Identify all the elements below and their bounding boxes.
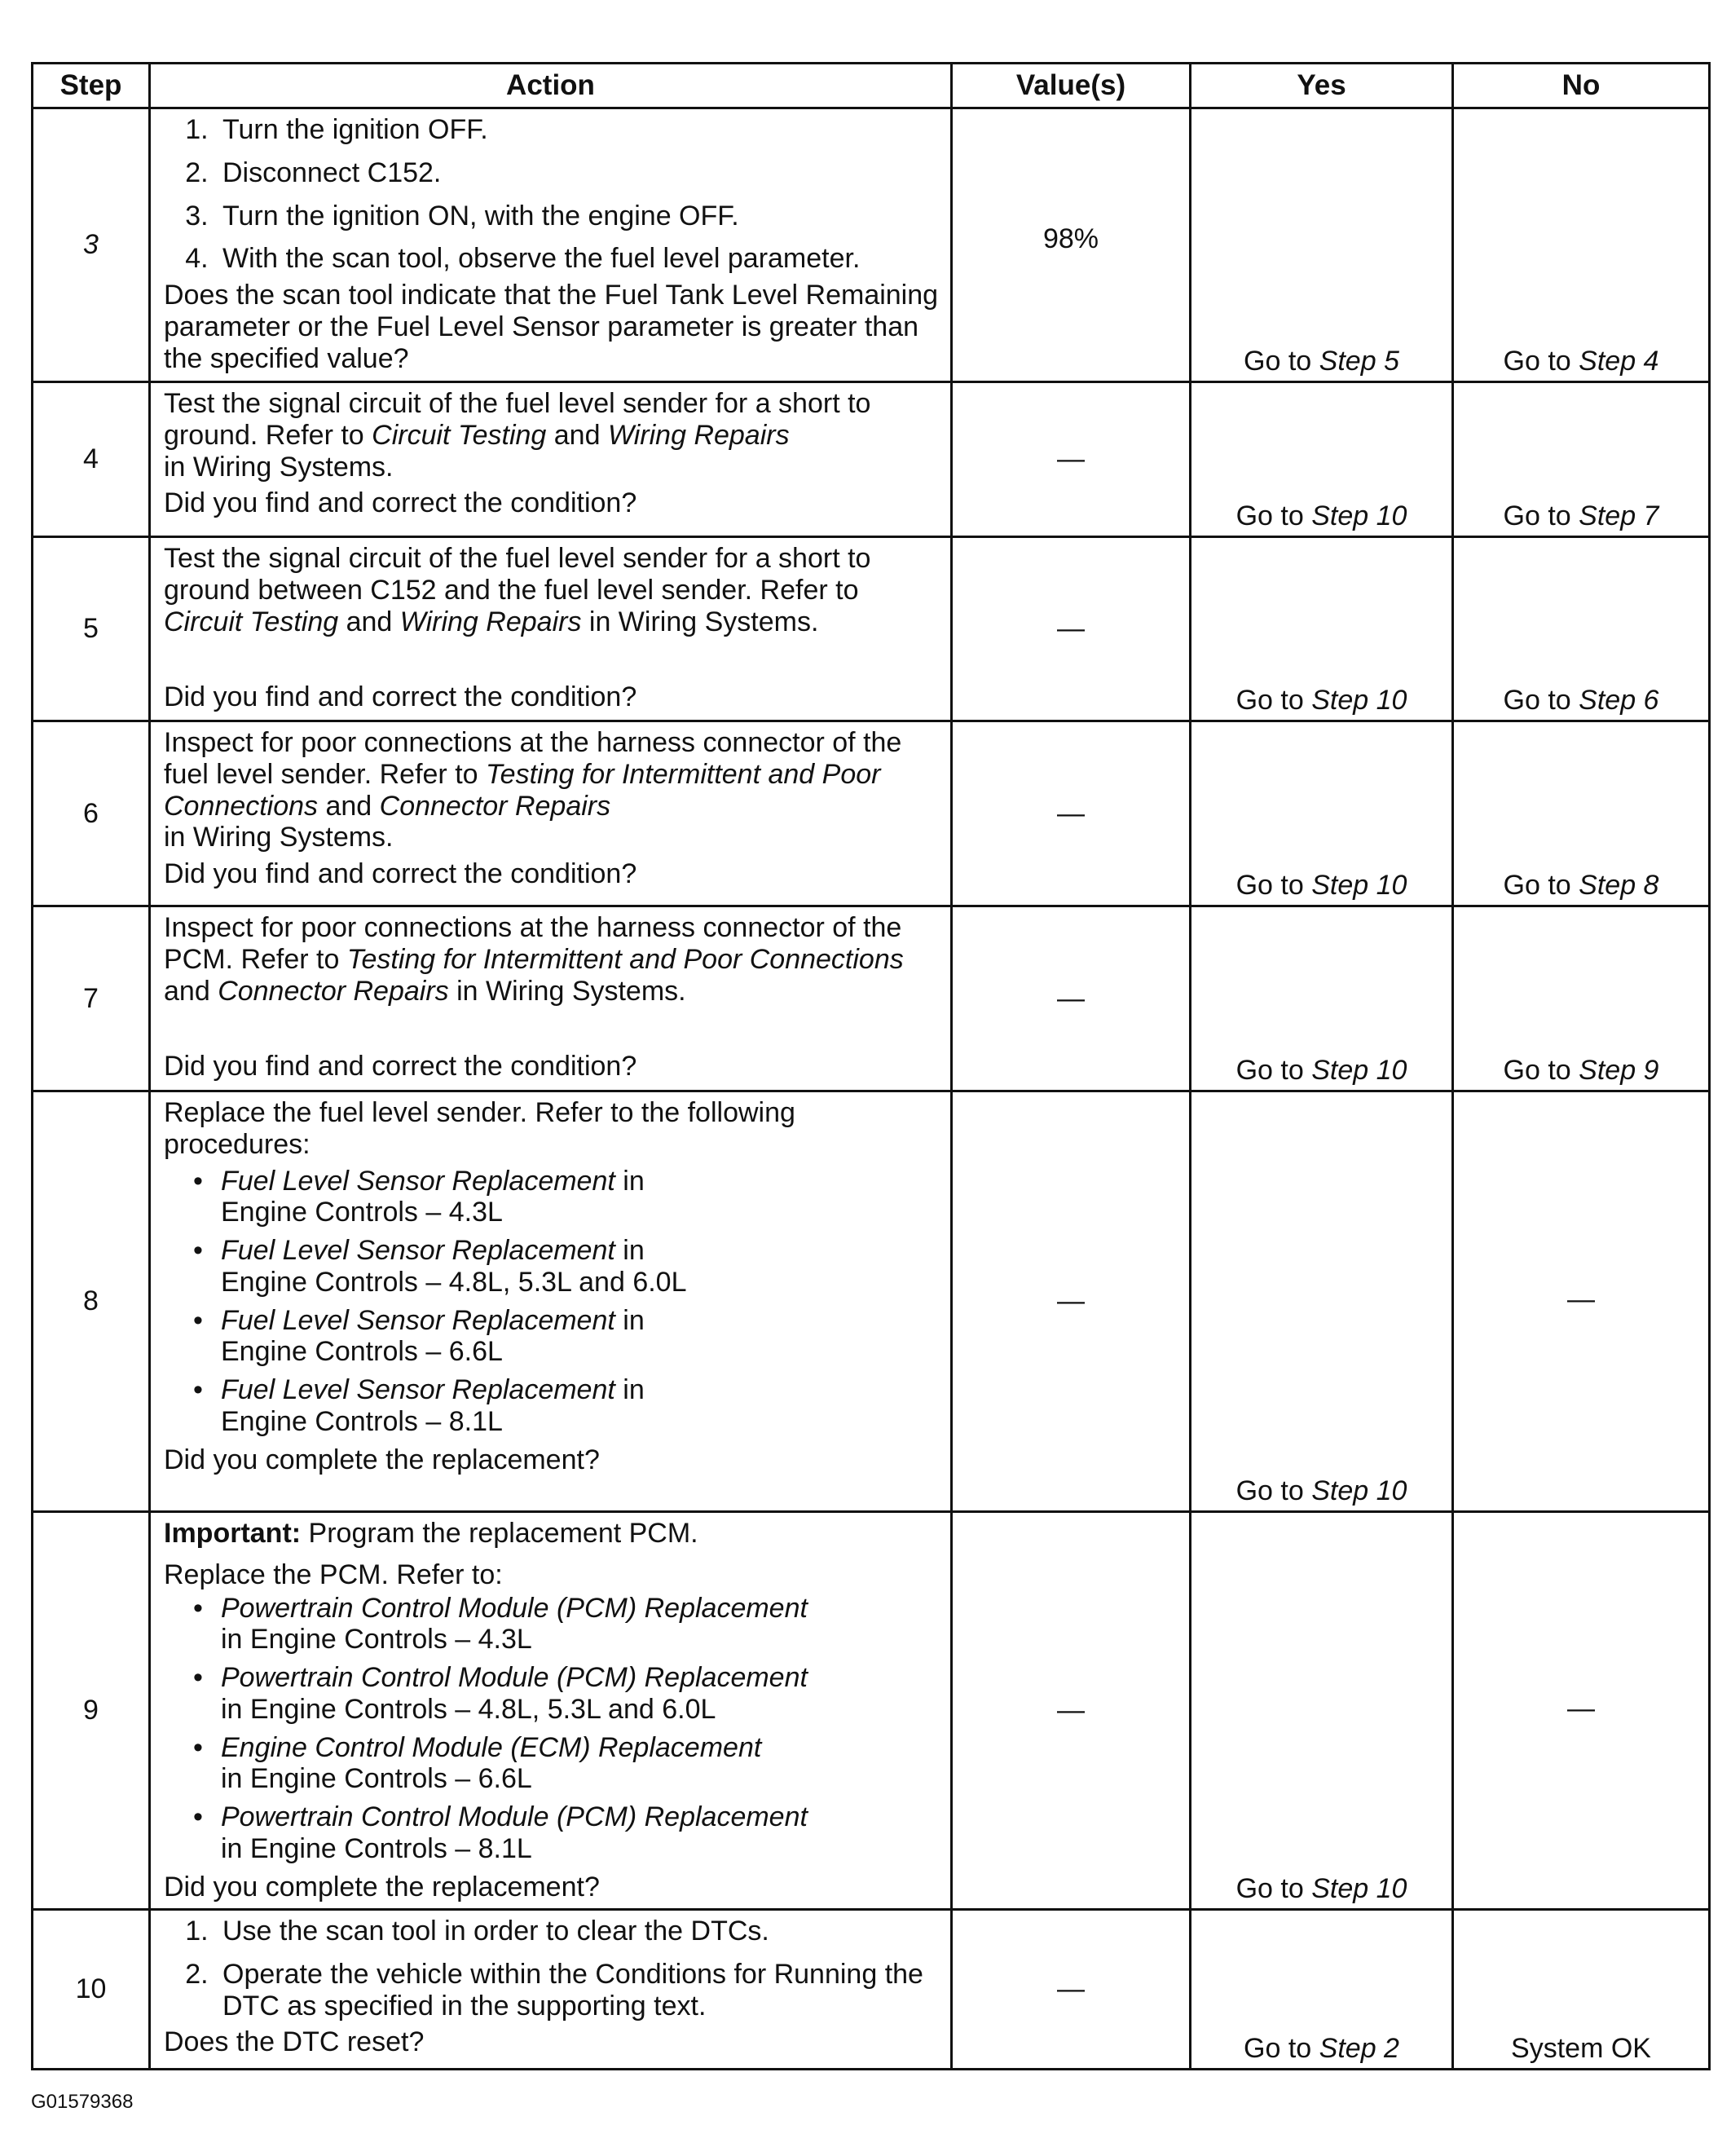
goto-step-link: Step 4 xyxy=(1579,346,1659,377)
action-cell xyxy=(150,382,952,537)
no-cell xyxy=(1453,537,1710,721)
instruction-text: Inspect for poor connections at the harness connector of the fuel level sender. Refer to xyxy=(164,727,902,790)
action-cell xyxy=(150,537,952,721)
table-header-row xyxy=(33,64,1710,108)
list-item: 1. Turn the ignition OFF. xyxy=(216,114,939,146)
instruction-text: in Engine Controls – 4.8L, 5.3L and 6.0L xyxy=(221,1693,716,1725)
yes-cell xyxy=(1191,1091,1453,1512)
step-instruction xyxy=(164,388,939,483)
goto-text: Go to xyxy=(1503,685,1571,716)
reference-title: Connector Repairs xyxy=(379,790,611,822)
action-cell xyxy=(150,1512,952,1910)
step-number: 8 xyxy=(33,1091,150,1512)
instruction-text: Engine Controls – 8.1L xyxy=(221,1405,503,1437)
action-cell xyxy=(150,721,952,906)
instruction-text: Inspect for poor connections at the harness connector of the PCM. Refer to xyxy=(164,912,902,975)
step-question: Does the DTC reset? xyxy=(164,2026,425,2058)
step-number: 5 xyxy=(33,537,150,721)
table-row xyxy=(33,1091,1710,1512)
yes-cell xyxy=(1191,537,1453,721)
value-cell: — xyxy=(952,721,1191,906)
value-cell: — xyxy=(952,906,1191,1091)
goto-text: Go to xyxy=(1235,1873,1304,1905)
goto-step-link: Step 5 xyxy=(1319,346,1399,377)
header-step: Step xyxy=(33,64,150,108)
goto-text: Go to xyxy=(1503,1055,1571,1087)
reference-title: Testing for Intermittent and Poor Connections xyxy=(164,758,881,822)
step-number: 7 xyxy=(33,906,150,1091)
goto-step-link: Step 10 xyxy=(1311,500,1407,532)
table-row xyxy=(33,906,1710,1091)
goto-step-link: Step 10 xyxy=(1311,685,1407,716)
goto-text: Go to xyxy=(1235,870,1304,902)
table-row xyxy=(33,1910,1710,2070)
step-question: Did you find and correct the condition? xyxy=(164,487,637,519)
instruction-text: Engine Controls – 4.3L xyxy=(221,1197,503,1228)
header-no: No xyxy=(1453,64,1710,108)
yes-cell xyxy=(1191,1512,1453,1910)
reference-title: Powertrain Control Module (PCM) Replacement xyxy=(221,1592,808,1624)
bullet-list xyxy=(164,1166,939,1438)
goto-step-link: Step 2 xyxy=(1319,2033,1399,2065)
header-values: Value(s) xyxy=(952,64,1191,108)
table-row xyxy=(33,537,1710,721)
step-question: Does the scan tool indicate that the Fuel Tank Level Remaining parameter or the Fuel Level Sensor parameter is greater than the specified value? xyxy=(164,280,939,374)
action-cell xyxy=(150,906,952,1091)
action-cell xyxy=(150,1910,952,2070)
goto-step-link: Step 10 xyxy=(1311,870,1407,902)
instruction-text: in Engine Controls – 8.1L xyxy=(221,1832,532,1864)
goto-step-link: Step 8 xyxy=(1579,870,1659,902)
no-cell xyxy=(1453,906,1710,1091)
reference-title: Circuit Testing xyxy=(372,419,547,451)
list-item: 3. Turn the ignition ON, with the engine OFF. xyxy=(216,201,939,232)
value-cell: — xyxy=(952,1512,1191,1910)
action-cell xyxy=(150,108,952,382)
list-item: 2. Operate the vehicle within the Conditions for Running the DTC as specified in the supporting text. xyxy=(216,1959,939,2022)
goto-step-link: Step 10 xyxy=(1311,1055,1407,1087)
reference-title: Testing for Intermittent and Poor Connections xyxy=(346,943,904,975)
numbered-list xyxy=(164,1916,939,2022)
instruction-text: Program the replacement PCM. xyxy=(301,1518,698,1549)
instruction-text: in Engine Controls – 6.6L xyxy=(221,1763,532,1795)
goto-step-link: Step 9 xyxy=(1579,1055,1659,1087)
important-note xyxy=(164,1518,939,1550)
goto-text: Go to xyxy=(1235,685,1304,716)
goto-text: Go to xyxy=(1235,500,1304,532)
step-question: Did you find and correct the condition? xyxy=(164,681,637,713)
reference-title: Wiring Repairs xyxy=(607,419,790,451)
instruction-text: Engine Controls – 4.8L, 5.3L and 6.0L xyxy=(221,1266,687,1298)
instruction-text: in Wiring Systems. xyxy=(448,975,686,1007)
table-row xyxy=(33,382,1710,537)
value-cell: — xyxy=(952,382,1191,537)
reference-title: Connector Repairs xyxy=(218,975,449,1007)
table-row xyxy=(33,108,1710,382)
instruction-text: in xyxy=(614,1165,645,1197)
instruction-text: and xyxy=(546,419,608,451)
instruction-text: in Wiring Systems. xyxy=(581,606,819,637)
spacer xyxy=(164,1007,939,1051)
reference-title: Powertrain Control Module (PCM) Replacement xyxy=(221,1662,808,1693)
reference-title: Powertrain Control Module (PCM) Replacement xyxy=(221,1801,808,1832)
instruction-text: and xyxy=(164,975,218,1007)
instruction-text: Engine Controls – 6.6L xyxy=(221,1336,503,1368)
list-item xyxy=(221,1593,939,1656)
no-cell: System OK xyxy=(1453,1910,1710,2070)
instruction-text: in xyxy=(614,1304,645,1336)
numbered-list xyxy=(164,114,939,275)
step-question: Did you complete the replacement? xyxy=(164,1871,600,1902)
reference-title: Wiring Repairs xyxy=(399,606,582,637)
goto-step-link: Step 6 xyxy=(1579,685,1659,716)
header-yes: Yes xyxy=(1191,64,1453,108)
instruction-text: and xyxy=(318,790,380,822)
reference-title: Fuel Level Sensor Replacement xyxy=(221,1165,615,1197)
diagnostic-step-table xyxy=(31,62,1711,2070)
step-question: Did you complete the replacement? xyxy=(164,1444,600,1475)
step-question: Did you find and correct the condition? xyxy=(164,858,637,889)
step-question: Did you find and correct the condition? xyxy=(164,1051,637,1082)
value-cell: — xyxy=(952,537,1191,721)
instruction-text: in xyxy=(614,1235,645,1266)
step-number: 4 xyxy=(33,382,150,537)
goto-text: Go to xyxy=(1244,346,1312,377)
instruction-text: and xyxy=(338,606,400,637)
reference-title: Circuit Testing xyxy=(164,606,339,637)
list-item xyxy=(221,1374,939,1438)
list-item xyxy=(221,1662,939,1726)
step-instruction xyxy=(164,912,939,1007)
spacer xyxy=(164,1550,939,1559)
instruction-text: in Wiring Systems. xyxy=(164,451,394,483)
bullet-list xyxy=(164,1593,939,1865)
goto-text: Go to xyxy=(1503,346,1571,377)
step-number: 10 xyxy=(33,1910,150,2070)
yes-cell xyxy=(1191,1910,1453,2070)
step-instruction xyxy=(164,543,939,637)
goto-text: Go to xyxy=(1503,870,1571,902)
list-item xyxy=(221,1235,939,1298)
instruction-text: in Wiring Systems. xyxy=(164,822,394,853)
yes-cell xyxy=(1191,382,1453,537)
goto-text: Go to xyxy=(1235,1055,1304,1087)
reference-title: Engine Control Module (ECM) Replacement xyxy=(221,1731,762,1763)
instruction-text: in xyxy=(614,1374,645,1405)
no-cell xyxy=(1453,382,1710,537)
step-instruction: Replace the PCM. Refer to: xyxy=(164,1559,503,1590)
yes-cell xyxy=(1191,721,1453,906)
list-item: 2. Disconnect C152. xyxy=(216,157,939,189)
header-action: Action xyxy=(150,64,952,108)
reference-title: Fuel Level Sensor Replacement xyxy=(221,1374,615,1405)
instruction-text: Test the signal circuit of the fuel level sender for a short to ground between C152 and the fuel level sender. Refer to xyxy=(164,543,871,606)
step-number: 3 xyxy=(33,108,150,382)
value-cell: 98% xyxy=(952,108,1191,382)
list-item xyxy=(221,1732,939,1796)
action-cell xyxy=(150,1091,952,1512)
goto-step-link: Step 10 xyxy=(1311,1873,1407,1905)
no-cell xyxy=(1453,721,1710,906)
list-item: 1. Use the scan tool in order to clear the DTCs. xyxy=(216,1916,939,1947)
goto-text: Go to xyxy=(1235,1475,1304,1507)
figure-id: G01579368 xyxy=(31,2091,134,2113)
step-instruction xyxy=(164,727,939,853)
list-item xyxy=(221,1166,939,1229)
table-row xyxy=(33,1512,1710,1910)
list-item xyxy=(221,1801,939,1865)
important-label: Important: xyxy=(164,1518,302,1549)
goto-step-link: Step 10 xyxy=(1311,1475,1407,1507)
table-row xyxy=(33,721,1710,906)
instruction-text: in Engine Controls – 4.3L xyxy=(221,1624,532,1656)
yes-cell xyxy=(1191,906,1453,1091)
value-cell: — xyxy=(952,1091,1191,1512)
list-item xyxy=(221,1305,939,1369)
no-cell: — xyxy=(1453,1512,1710,1910)
value-cell: — xyxy=(952,1910,1191,2070)
step-instruction: Replace the fuel level sender. Refer to the following procedures: xyxy=(164,1097,795,1160)
no-cell xyxy=(1453,108,1710,382)
yes-cell xyxy=(1191,108,1453,382)
reference-title: Fuel Level Sensor Replacement xyxy=(221,1235,615,1266)
goto-step-link: Step 7 xyxy=(1579,500,1659,532)
step-number: 9 xyxy=(33,1512,150,1910)
step-number: 6 xyxy=(33,721,150,906)
spacer xyxy=(164,637,939,681)
goto-text: Go to xyxy=(1244,2033,1312,2065)
reference-title: Fuel Level Sensor Replacement xyxy=(221,1304,615,1336)
list-item: 4. With the scan tool, observe the fuel level parameter. xyxy=(216,243,939,275)
instruction-text: Test the signal circuit of the fuel level sender for a short to ground. Refer to xyxy=(164,388,871,451)
goto-text: Go to xyxy=(1503,500,1571,532)
no-cell: — xyxy=(1453,1091,1710,1512)
